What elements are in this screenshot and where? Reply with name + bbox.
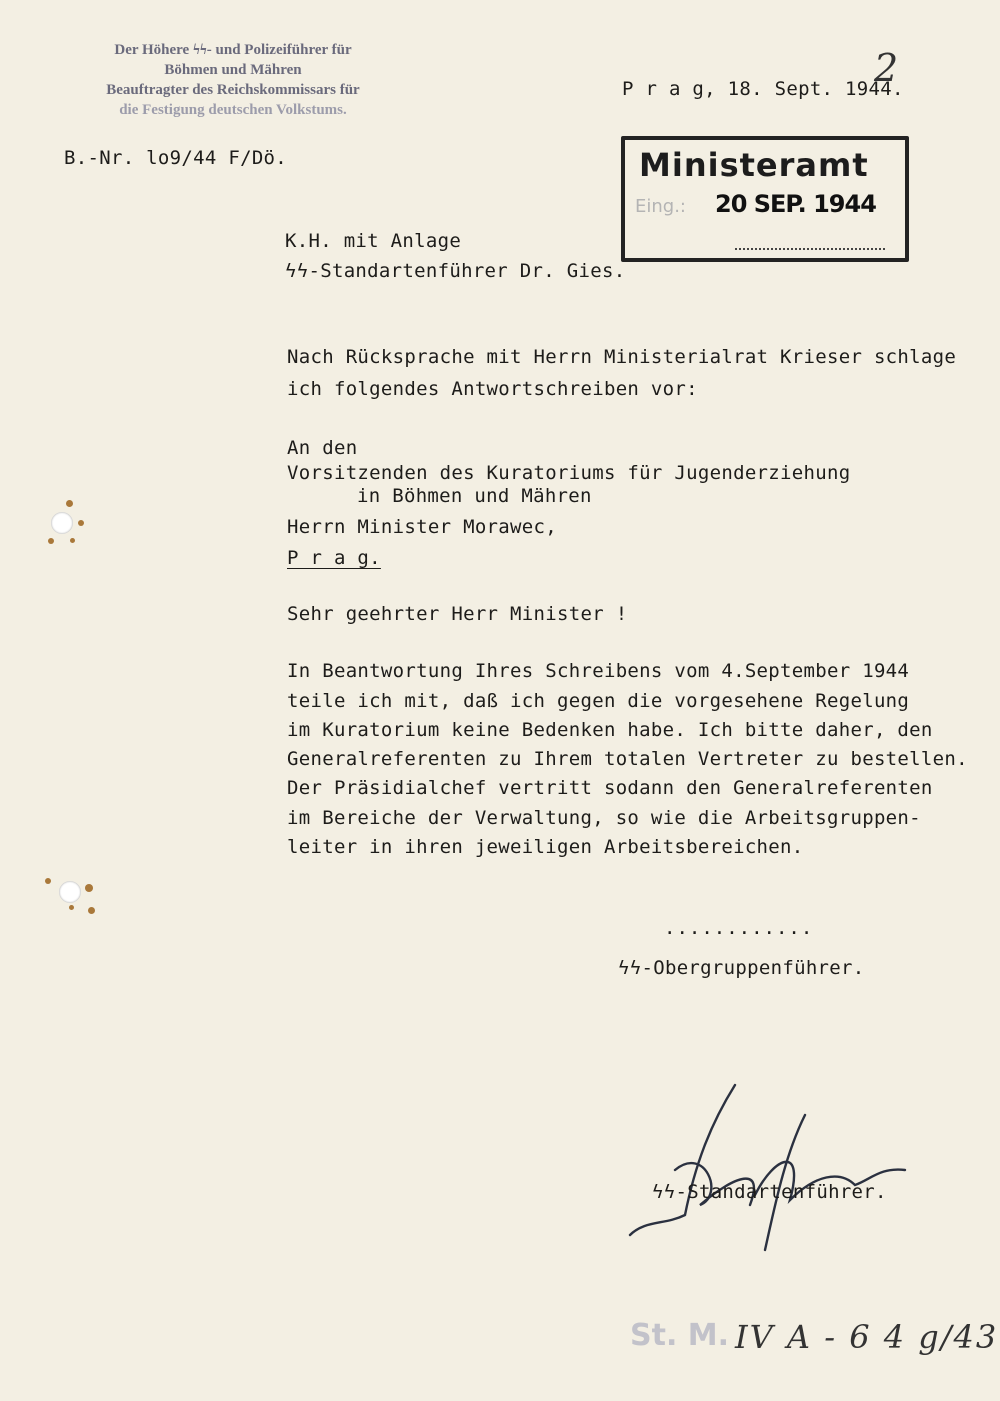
reference-number: B.-Nr. lo9/44 F/Dö. bbox=[64, 147, 288, 169]
rust-spot bbox=[85, 884, 93, 892]
place-date: P r a g, 18. Sept. 1944. bbox=[622, 78, 904, 100]
letterhead-line-2: Böhmen und Mähren bbox=[164, 62, 302, 78]
body-line-5: Der Präsidialchef vertritt sodann den Generalreferenten bbox=[287, 777, 933, 799]
letterhead-line-4: die Festigung deutschen Volkstums. bbox=[119, 102, 347, 118]
rust-spot bbox=[66, 500, 73, 507]
stamp-title: Ministeramt bbox=[639, 146, 869, 184]
letterhead-line-3: Beauftragter des Reichskommissars für bbox=[106, 82, 360, 98]
stamp-date: 20 SEP. 1944 bbox=[715, 190, 876, 218]
recipient-line-1: An den bbox=[287, 437, 358, 459]
punch-hole-top bbox=[51, 512, 73, 534]
body-line-3: im Kuratorium keine Bedenken habe. Ich bitte daher, den bbox=[287, 719, 933, 741]
stamp-dotted-line bbox=[735, 248, 885, 250]
intro-line-2: ich folgendes Antwortschreiben vor: bbox=[287, 378, 698, 400]
cc-line-1: K.H. mit Anlage bbox=[285, 230, 462, 252]
salutation: Sehr geehrter Herr Minister ! bbox=[287, 603, 628, 625]
rust-spot bbox=[48, 538, 54, 544]
rust-spot bbox=[70, 538, 75, 543]
punch-hole-bottom bbox=[59, 881, 81, 903]
body-line-7: leiter in ihren jeweiligen Arbeitsbereichen. bbox=[287, 836, 804, 858]
recipient-line-2: Vorsitzenden des Kuratoriums für Jugenderziehung bbox=[287, 462, 851, 484]
recipient-line-4: Herrn Minister Morawec, bbox=[287, 516, 557, 538]
cc-line-2: ϟϟ-Standartenführer Dr. Gies. bbox=[285, 260, 626, 282]
file-reference: IV A - 6 4 g/43 bbox=[735, 1318, 999, 1356]
rust-spot bbox=[78, 520, 84, 526]
signer-title: ϟϟ-Standartenführer. bbox=[652, 1181, 887, 1203]
body-line-1: In Beantwortung Ihres Schreibens vom 4.September 1944 bbox=[287, 660, 910, 682]
letterhead-line-1: Der Höhere ϟϟ- und Polizeiführer für bbox=[114, 42, 352, 58]
signature-dots: ............ bbox=[664, 917, 814, 939]
rust-spot bbox=[45, 878, 51, 884]
body-line-6: im Bereiche der Verwaltung, so wie die Arbeitsgruppen- bbox=[287, 807, 921, 829]
ministeramt-stamp bbox=[621, 136, 909, 262]
st-m-stamp: St. M. bbox=[630, 1318, 730, 1353]
recipient-line-5: P r a g. bbox=[287, 547, 381, 569]
recipient-line-3: in Böhmen und Mähren bbox=[357, 485, 592, 507]
body-line-4: Generalreferenten zu Ihrem totalen Vertreter zu bestellen. bbox=[287, 748, 968, 770]
body-line-2: teile ich mit, daß ich gegen die vorgesehene Regelung bbox=[287, 690, 910, 712]
handwritten-signature bbox=[615, 1075, 915, 1255]
intro-line-1: Nach Rücksprache mit Herrn Ministerialrat Krieser schlage bbox=[287, 346, 957, 368]
rust-spot bbox=[69, 905, 74, 910]
letterhead bbox=[58, 40, 408, 120]
rust-spot bbox=[88, 907, 95, 914]
stamp-label: Eing.: bbox=[635, 196, 686, 217]
page-mark: 2 bbox=[874, 46, 899, 90]
closing-title: ϟϟ-Obergruppenführer. bbox=[618, 957, 865, 979]
